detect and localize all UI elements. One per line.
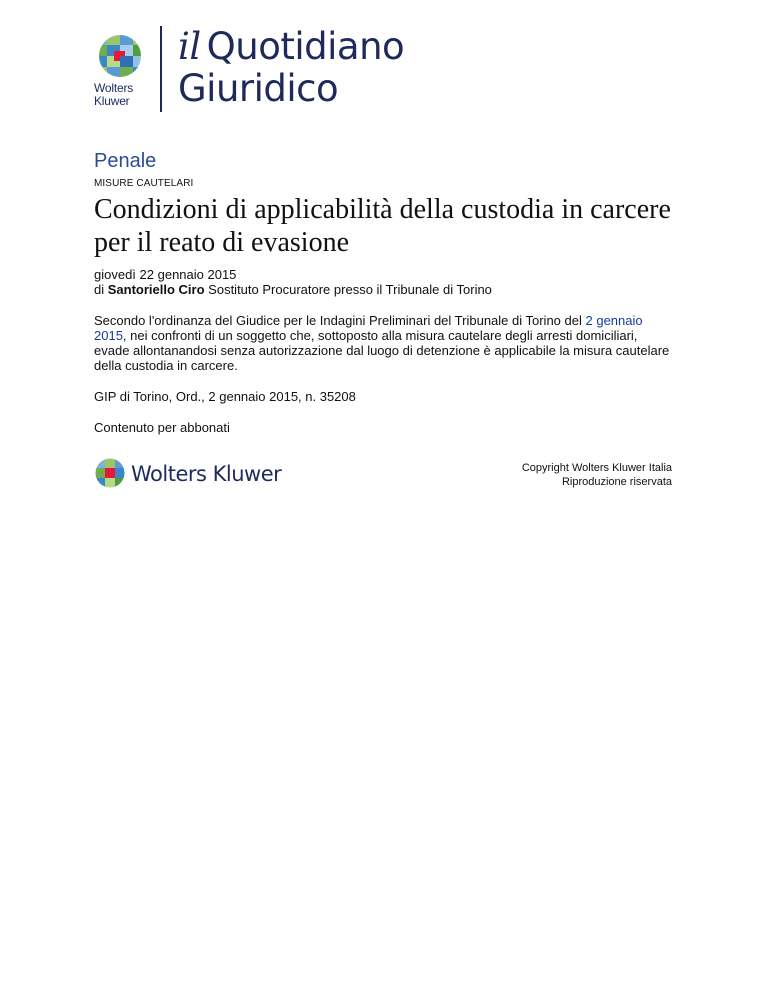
byline-prefix: di (94, 282, 105, 297)
publication-title-quotidiano: Quotidiano (206, 25, 405, 68)
publication-title-line-2: Giuridico (178, 67, 339, 110)
copyright-line-1: Copyright Wolters Kluwer Italia (521, 462, 672, 474)
article-headline: Condizioni di applicabilità della custodia in carcere per il reato di evasione (94, 194, 671, 258)
copyright-line-2: Riproduzione riservata (561, 476, 672, 488)
article-summary (94, 313, 674, 373)
publication-title-il: il (178, 25, 201, 68)
summary-text-end: , nei confronti di un soggetto che, sottoposto alla misura cautelare degli arresti domiciliari, evade allontanandosi senza autorizzazione dal luogo di detenzione è applicabile la misura cautelare della custodia in carcere. (94, 328, 670, 373)
publisher-line-2: Kluwer (94, 94, 130, 108)
publisher-line-1: Wolters (94, 81, 134, 95)
wolters-kluwer-footer-icon (95, 458, 125, 488)
logo-divider (160, 26, 162, 112)
publisher-wordmark (94, 82, 133, 108)
article-date: giovedì 22 gennaio 2015 (94, 267, 237, 282)
footer-logo-text: Wolters Kluwer (131, 462, 282, 486)
publication-title-line-1 (178, 26, 404, 68)
wolters-kluwer-mosaic-icon (94, 34, 146, 78)
subscription-note: Contenuto per abbonati (94, 420, 230, 435)
article-kicker: MISURE CAUTELARI (94, 178, 194, 189)
author-role: Sostituto Procuratore presso il Tribunale di Torino (208, 282, 492, 297)
case-reference: GIP di Torino, Ord., 2 gennaio 2015, n. 35208 (94, 389, 356, 404)
copyright-notice (522, 461, 672, 489)
masthead-logo (94, 24, 454, 114)
footer-logo (95, 458, 295, 490)
article-byline (94, 282, 492, 297)
author-name: Santoriello Ciro (107, 282, 205, 297)
summary-text-start: Secondo l'ordinanza del Giudice per le Indagini Preliminari del Tribunale di Torino del (94, 313, 582, 328)
publication-title (178, 26, 404, 110)
ordinance-date-link[interactable]: 2 gennaio 2015 (94, 313, 643, 343)
section-label: Penale (94, 150, 157, 172)
